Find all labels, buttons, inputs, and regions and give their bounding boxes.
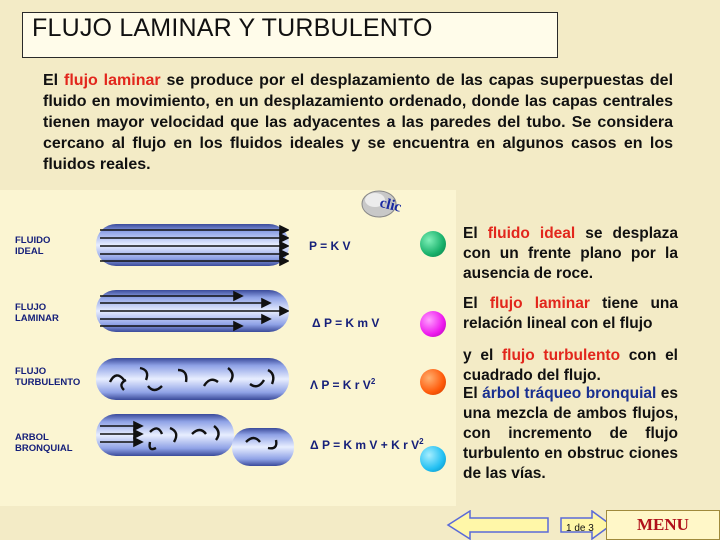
arrows-ideal bbox=[96, 224, 289, 266]
row-label-arbol-bronquial: ARBOL BRONQUIAL bbox=[15, 432, 73, 454]
dot-bronquial[interactable] bbox=[420, 446, 446, 472]
page-title: FLUJO LAMINAR Y TURBULENTO bbox=[32, 14, 433, 42]
side-text-bronquial: El árbol tráqueo bronquial es una mezcla de ambos flujos, con incremento de flujo turbulento en obstruc ciones de las vías. bbox=[463, 385, 678, 482]
clic-label: clic bbox=[377, 194, 403, 216]
dot-laminar[interactable] bbox=[420, 311, 446, 337]
row-label-flujo-turbulento: FLUJO TURBULENTO bbox=[15, 366, 81, 388]
swirls-turbulento bbox=[96, 358, 289, 400]
clic-button[interactable] bbox=[355, 178, 411, 222]
side-text-laminar: El flujo laminar tiene una relación lineal con el flujo bbox=[463, 295, 679, 332]
dot-turbulento[interactable] bbox=[420, 369, 446, 395]
formula-bronquial: Δ P = K m V + K r $V^2$ bbox=[310, 437, 424, 452]
formula-laminar: Δ P = K m V bbox=[312, 316, 380, 330]
side-text-ideal: El fluido ideal se desplaza con un frente plano por la ausencia de roce. bbox=[463, 225, 679, 282]
dot-ideal[interactable] bbox=[420, 231, 446, 257]
arrows-bronquial bbox=[96, 414, 296, 468]
menu-button-label[interactable]: MENU bbox=[637, 515, 689, 534]
row-label-flujo-laminar: FLUJO LAMINAR bbox=[15, 302, 59, 324]
side-text-turbulento: y el flujo turbulento con el cuadrado del flujo. bbox=[463, 347, 678, 384]
page-number: 1 de 3 bbox=[566, 523, 594, 534]
intro-highlight: flujo laminar bbox=[64, 72, 161, 89]
arrows-laminar bbox=[96, 290, 289, 332]
row-label-fluido-ideal: FLUIDO IDEAL bbox=[15, 235, 51, 257]
prev-arrow-button[interactable] bbox=[446, 510, 550, 540]
formula-turbulento: Λ P = K r $V^2$ bbox=[310, 377, 376, 392]
formula-ideal: P = K V bbox=[309, 239, 351, 253]
intro-paragraph: El flujo laminar se produce por el desplazamiento de las capas superpuestas del fluido en movimiento, en un desplazamiento ordenado, donde las capas centrales tienen mayor velocidad que las adyacentes a las paredes del tubo. Se considera cercano al flujo en los fluidos ideales y se encuentra en algunos casos en los fluidos reales. bbox=[43, 72, 674, 173]
